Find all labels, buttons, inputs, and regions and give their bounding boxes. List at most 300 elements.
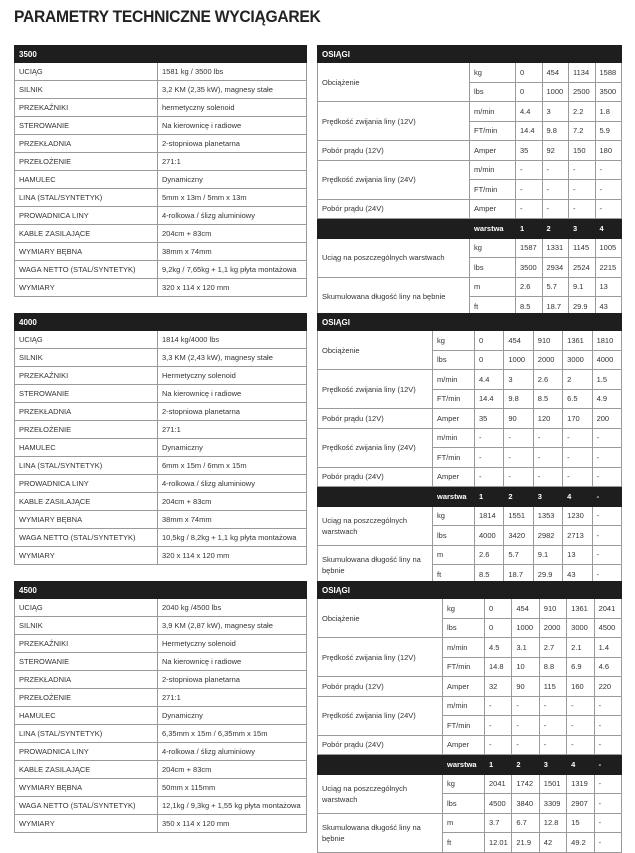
table-row [318,735,622,755]
table-row [15,135,307,153]
value-cell: - [516,160,543,180]
value-cell: 1814 [475,506,504,526]
spec-value: Na kierownicę i radiowe [158,653,307,671]
spec-label: WYMIARY [15,547,158,565]
value-cell: 2 [512,755,539,775]
value-cell: 42 [539,833,566,853]
value-cell: 8.8 [539,657,566,677]
unit-label: lbs [470,258,516,278]
unit-label: Amper [443,677,485,697]
parameter-label: Skumulowana długość liny na bębnie [318,545,433,584]
value-cell: 14.4 [516,121,543,141]
value-cell: 160 [567,677,594,697]
value-cell: 1742 [512,774,539,794]
table-row [318,409,622,429]
page-title: PARAMETRY TECHNICZNE WYCIĄGAREK [14,7,321,26]
unit-label: kg [443,599,485,619]
value-cell: 2934 [542,258,569,278]
unit-label: m/min [443,696,485,716]
spec-header [15,46,307,63]
value-cell: 2907 [567,794,594,814]
table-row [318,160,622,180]
value-cell: 2.6 [533,370,562,390]
spec-label: PRZEKAŹNIKI [15,635,158,653]
value-cell: 0 [485,618,512,638]
value-cell: 1 [475,487,504,507]
value-cell: 454 [542,63,569,83]
value-cell: - [592,545,621,565]
value-cell: 4 [563,487,592,507]
table-row [15,243,307,261]
value-cell: 29.9 [569,297,596,317]
unit-label: Amper [433,467,475,487]
spec-label: PROWADNICA LINY [15,743,158,761]
spec-value: 50mm x 115mm [158,779,307,797]
value-cell: 13 [563,545,592,565]
table-row [318,199,622,219]
unit-label: FT/min [470,180,516,200]
value-cell: 35 [475,409,504,429]
spec-value: Hermetyczny solenoid [158,367,307,385]
value-cell: 29.9 [533,565,562,585]
spec-value: Dynamiczny [158,707,307,725]
spec-label: WYMIARY [15,815,158,833]
value-cell: 1005 [595,238,622,258]
value-cell: 1501 [539,774,566,794]
spec-value: 320 x 114 x 120 mm [158,547,307,565]
value-cell: 1.5 [592,370,621,390]
spec-label: HAMULEC [15,171,158,189]
table-row [318,599,622,619]
unit-label: warstwa [470,219,516,239]
table-row [15,743,307,761]
spec-value: Dynamiczny [158,171,307,189]
value-cell: 90 [512,677,539,697]
parameter-label: Pobór prądu (24V) [318,735,443,755]
value-cell: - [516,180,543,200]
value-cell: 1361 [567,599,594,619]
value-cell: - [563,448,592,468]
table-row [15,421,307,439]
value-cell: 4.5 [485,638,512,658]
spec-label: LINA (STAL/SYNTETYK) [15,457,158,475]
value-cell: 2500 [569,82,596,102]
value-cell: 4500 [485,794,512,814]
performance-header [318,46,622,63]
spec-label: PROWADNICA LINY [15,207,158,225]
value-cell: 18.7 [542,297,569,317]
spec-label: PRZEKAŹNIKI [15,367,158,385]
table-row [15,779,307,797]
spec-label: SILNIK [15,81,158,99]
spec-value: 3,3 KM (2,43 kW), magnesy stałe [158,349,307,367]
spec-label: KABLE ZASILAJĄCE [15,493,158,511]
value-cell: 150 [569,141,596,161]
spec-label: WAGA NETTO (STAL/SYNTETYK) [15,797,158,815]
table-row [318,102,622,122]
table-row [318,696,622,716]
value-cell: 2041 [594,599,621,619]
value-cell: 0 [475,331,504,351]
table-row [15,439,307,457]
value-cell: 454 [504,331,533,351]
unit-label: lbs [433,526,475,546]
spec-value: 204cm + 83cm [158,761,307,779]
performance-table-4500 [317,581,622,853]
value-cell: 2.7 [539,638,566,658]
value-cell: 92 [542,141,569,161]
table-row [15,99,307,117]
value-cell: 0 [516,63,543,83]
value-cell: 1 [516,219,543,239]
value-cell: 1 [485,755,512,775]
spec-label: STEROWANIE [15,385,158,403]
value-cell: 1000 [504,350,533,370]
value-cell: 2 [563,370,592,390]
value-cell: - [595,199,622,219]
spec-table-4000 [14,313,307,565]
spec-label: PRZEKAŹNIKI [15,99,158,117]
table-row [318,238,622,258]
unit-label: FT/min [470,121,516,141]
table-row [15,529,307,547]
value-cell: 115 [539,677,566,697]
value-cell: 2713 [563,526,592,546]
model-name: 4000 [15,314,307,331]
unit-label: kg [433,506,475,526]
value-cell: 2000 [533,350,562,370]
value-cell: 1810 [592,331,621,351]
value-cell: 0 [516,82,543,102]
spec-label: WYMIARY BĘBNA [15,779,158,797]
value-cell: 2000 [539,618,566,638]
value-cell: 2.6 [475,545,504,565]
spec-value: 38mm x 74mm [158,511,307,529]
layer-header-row [318,487,622,507]
parameter-label: Prędkość zwijania liny (24V) [318,160,470,199]
parameter-label [318,487,433,507]
unit-label: lbs [443,794,485,814]
value-cell: 0 [485,599,512,619]
unit-label: m [433,545,475,565]
value-cell: 32 [485,677,512,697]
value-cell: 9.1 [533,545,562,565]
value-cell: 2 [542,219,569,239]
value-cell: 3420 [504,526,533,546]
value-cell: 1230 [563,506,592,526]
table-row [15,797,307,815]
value-cell: 21.9 [512,833,539,853]
parameter-label: Obciążenie [318,599,443,638]
value-cell: 1145 [569,238,596,258]
spec-table-3500 [14,45,307,297]
table-row [318,506,622,526]
value-cell: 1587 [516,238,543,258]
value-cell: 454 [512,599,539,619]
spec-label: WYMIARY BĘBNA [15,511,158,529]
table-row [15,225,307,243]
table-row [318,63,622,83]
value-cell: 4500 [594,618,621,638]
unit-label: Amper [433,409,475,429]
parameter-label [318,219,470,239]
table-row [15,81,307,99]
unit-label: kg [470,238,516,258]
spec-value: hermetyczny solenoid [158,99,307,117]
unit-label: lbs [433,350,475,370]
spec-value: 320 x 114 x 120 mm [158,279,307,297]
value-cell: - [504,467,533,487]
value-cell: - [595,180,622,200]
unit-label: Amper [470,199,516,219]
value-cell: - [539,696,566,716]
spec-label: WYMIARY [15,279,158,297]
value-cell: 1551 [504,506,533,526]
table-row [15,117,307,135]
value-cell: 3.7 [485,813,512,833]
spec-label: HAMULEC [15,707,158,725]
value-cell: 4000 [592,350,621,370]
table-row [15,367,307,385]
layer-header-row [318,219,622,239]
spec-value: 4-rolkowa / ślizg aluminiowy [158,475,307,493]
value-cell: 12.8 [539,813,566,833]
table-row [15,761,307,779]
value-cell: 180 [595,141,622,161]
unit-label: FT/min [443,716,485,736]
value-cell: 910 [539,599,566,619]
value-cell: 12.01 [485,833,512,853]
value-cell: 1134 [569,63,596,83]
spec-value: 271:1 [158,153,307,171]
value-cell: 1361 [563,331,592,351]
value-cell: - [595,160,622,180]
value-cell: 3500 [595,82,622,102]
unit-label: m/min [433,428,475,448]
value-cell: - [542,180,569,200]
value-cell: 13 [595,277,622,297]
value-cell: - [592,428,621,448]
table-row [15,403,307,421]
table-row [15,331,307,349]
spec-label: UCIĄG [15,63,158,81]
parameter-label: Uciąg na poszczególnych warstwach [318,774,443,813]
unit-label: warstwa [433,487,475,507]
spec-label: PRZEKŁADNIA [15,403,158,421]
value-cell: 5.7 [542,277,569,297]
spec-value: 4-rolkowa / ślizg aluminiowy [158,743,307,761]
value-cell: 3840 [512,794,539,814]
table-row [15,689,307,707]
value-cell: 3500 [516,258,543,278]
spec-value: 204cm + 83cm [158,493,307,511]
value-cell: - [569,199,596,219]
value-cell: 6.7 [512,813,539,833]
table-row [15,547,307,565]
value-cell: 2.1 [567,638,594,658]
spec-label: WAGA NETTO (STAL/SYNTETYK) [15,529,158,547]
layer-header-row [318,755,622,775]
spec-label: WYMIARY BĘBNA [15,243,158,261]
unit-label: FT/min [443,657,485,677]
parameter-label: Pobór prądu (24V) [318,199,470,219]
value-cell: - [539,716,566,736]
parameter-label: Obciążenie [318,331,433,370]
value-cell: - [563,467,592,487]
value-cell: 49.2 [567,833,594,853]
spec-value: 1581 kg / 3500 lbs [158,63,307,81]
value-cell: 3000 [563,350,592,370]
value-cell: 2041 [485,774,512,794]
spec-value: 38mm x 74mm [158,243,307,261]
parameter-label: Prędkość zwijania liny (12V) [318,102,470,141]
unit-label: m/min [443,638,485,658]
spec-label: STEROWANIE [15,117,158,135]
value-cell: 3 [569,219,596,239]
spec-value: 2-stopniowa planetarna [158,671,307,689]
value-cell: - [512,696,539,716]
table-row [15,599,307,617]
value-cell: - [539,735,566,755]
value-cell: 2 [504,487,533,507]
value-cell: - [533,467,562,487]
value-cell: 4.4 [475,370,504,390]
spec-label: KABLE ZASILAJĄCE [15,225,158,243]
spec-value: 350 x 114 x 120 mm [158,815,307,833]
value-cell: 8.5 [475,565,504,585]
parameter-label: Prędkość zwijania liny (12V) [318,370,433,409]
unit-label: lbs [443,618,485,638]
spec-label: PRZEŁOŻENIE [15,153,158,171]
value-cell: 2982 [533,526,562,546]
unit-label: warstwa [443,755,485,775]
table-row [318,370,622,390]
value-cell: - [485,696,512,716]
table-row [15,671,307,689]
value-cell: - [516,199,543,219]
unit-label: ft [443,833,485,853]
spec-header [15,582,307,599]
table-row [15,457,307,475]
value-cell: - [567,696,594,716]
table-row [15,63,307,81]
spec-value: 6,35mm x 15m / 6,35mm x 15m [158,725,307,743]
value-cell: 6.9 [567,657,594,677]
unit-label: FT/min [433,389,475,409]
table-row [15,171,307,189]
value-cell: - [567,716,594,736]
spec-value: 5mm x 13m / 5mm x 13m [158,189,307,207]
table-row [15,349,307,367]
spec-value: 271:1 [158,689,307,707]
spec-value: Na kierownicę i radiowe [158,385,307,403]
spec-value: 6mm x 15m / 6mm x 15m [158,457,307,475]
value-cell: - [475,428,504,448]
spec-value: 3,2 KM (2,35 kW), magnesy stałe [158,81,307,99]
spec-value: 2040 kg /4500 lbs [158,599,307,617]
spec-label: PROWADNICA LINY [15,475,158,493]
value-cell: - [475,448,504,468]
performance-table-3500 [317,45,622,317]
parameter-label: Skumulowana długość liny na bębnie [318,813,443,852]
value-cell: 9.8 [504,389,533,409]
value-cell: 1000 [542,82,569,102]
spec-label: PRZEKŁADNIA [15,671,158,689]
value-cell: 220 [594,677,621,697]
spec-label: UCIĄG [15,331,158,349]
value-cell: 5.9 [595,121,622,141]
value-cell: 4.6 [594,657,621,677]
value-cell: 7.2 [569,121,596,141]
unit-label: kg [433,331,475,351]
spec-value: 9,2kg / 7,65kg + 1,1 kg płyta montażowa [158,261,307,279]
parameter-label: Pobór prądu (12V) [318,409,433,429]
spec-value: 12,1kg / 9,3kg + 1,55 kg płyta montażowa [158,797,307,815]
value-cell: 1588 [595,63,622,83]
parameter-label: Uciąg na poszczególnych warstwach [318,238,470,277]
spec-label: SILNIK [15,617,158,635]
performance-title: OSIĄGI [318,582,622,599]
performance-header [318,314,622,331]
value-cell: - [504,428,533,448]
spec-label: WAGA NETTO (STAL/SYNTETYK) [15,261,158,279]
value-cell: 910 [533,331,562,351]
value-cell: 5.7 [504,545,533,565]
value-cell: 15 [567,813,594,833]
parameter-label: Pobór prądu (24V) [318,467,433,487]
value-cell: 3000 [567,618,594,638]
spec-value: 271:1 [158,421,307,439]
parameter-label: Obciążenie [318,63,470,102]
table-row [15,815,307,833]
model-name: 3500 [15,46,307,63]
unit-label: m/min [470,102,516,122]
unit-label: kg [470,63,516,83]
value-cell: 200 [592,409,621,429]
spec-value: 2-stopniowa planetarna [158,403,307,421]
table-row [15,279,307,297]
table-row [318,141,622,161]
table-row [318,277,622,297]
table-row [318,774,622,794]
value-cell: - [594,833,621,853]
value-cell: - [594,794,621,814]
value-cell: 170 [563,409,592,429]
value-cell: - [594,716,621,736]
spec-label: KABLE ZASILAJĄCE [15,761,158,779]
performance-header [318,582,622,599]
unit-label: ft [433,565,475,585]
value-cell: - [592,448,621,468]
value-cell: - [569,180,596,200]
table-row [15,511,307,529]
value-cell: 3 [542,102,569,122]
table-row [318,813,622,833]
value-cell: 4 [567,755,594,775]
table-row [15,653,307,671]
value-cell: - [592,565,621,585]
table-row [318,677,622,697]
performance-table-4000 [317,313,622,585]
value-cell: - [475,467,504,487]
unit-label: m [470,277,516,297]
table-row [318,331,622,351]
value-cell: 14.4 [475,389,504,409]
value-cell: 3 [533,487,562,507]
spec-value: 204cm + 83cm [158,225,307,243]
value-cell: 3 [504,370,533,390]
value-cell: 14.8 [485,657,512,677]
